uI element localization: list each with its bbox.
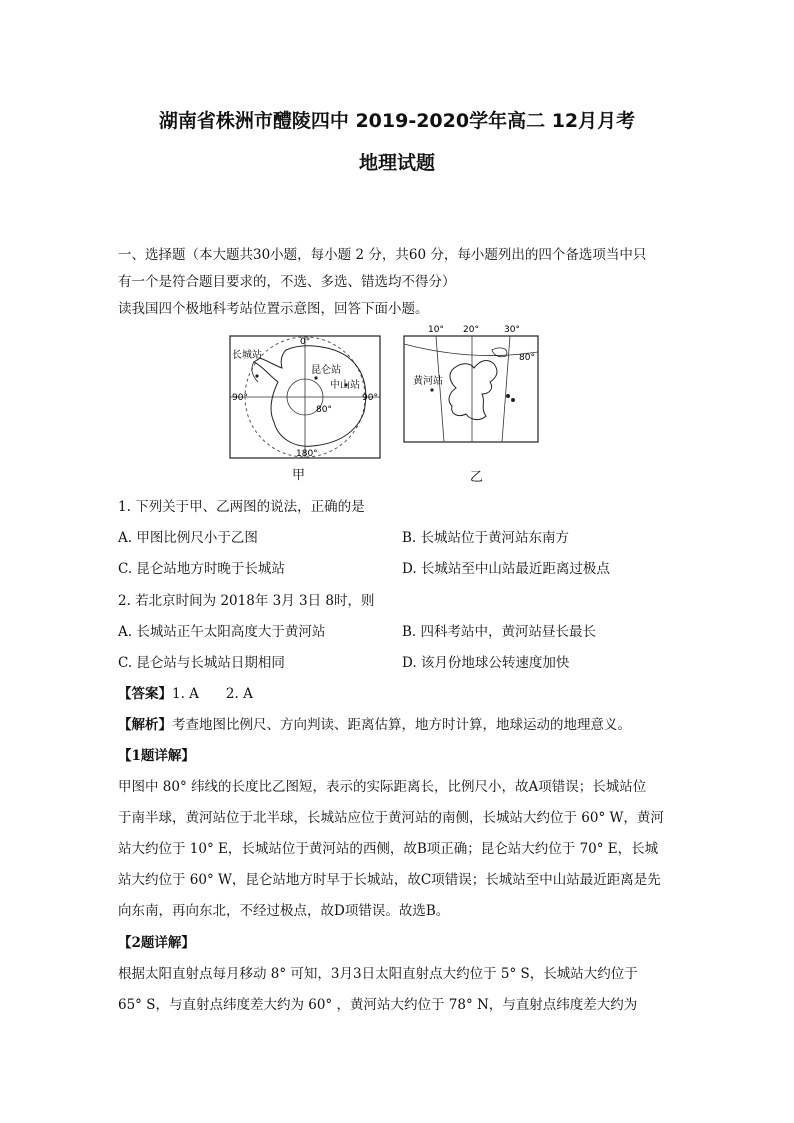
answer-label: 【答案】 <box>118 686 172 702</box>
question-1-stem: 1. 下列关于甲、乙两图的说法，正确的是 <box>118 499 365 515</box>
map-figure <box>224 322 544 487</box>
map-b-svalbard <box>404 325 538 442</box>
q2-option-a: A. 长城站正午太阳高度大于黄河站 <box>118 624 326 640</box>
q2-option-b: B. 四科考站中，黄河站昼长最长 <box>402 624 597 640</box>
detail1-line: 站大约位于 60° W，昆仑站地方时早于长城站，故C项错误；长城站至中山站最近距离是先 <box>118 872 661 888</box>
map-a-antarctica <box>230 336 380 459</box>
answer-line <box>118 685 253 703</box>
q1-option-b: B. 长城站位于黄河站东南方 <box>402 530 570 546</box>
analysis-label: 【解析】 <box>118 717 172 733</box>
label-a-90e: 90° <box>362 393 378 403</box>
detail1-line: 于南半球，黄河站位于北半球，长城站应位于黄河站的南侧，长城站大约位于 60° W，黄河 <box>118 810 664 826</box>
figure-maps <box>224 322 544 491</box>
label-huanghe: 黄河站 <box>413 376 443 387</box>
label-b-30deg: 30° <box>504 325 520 335</box>
q1-option-c: C. 昆仑站地方时晚于长城站 <box>118 561 285 577</box>
q1-option-d: D. 长城站至中山站最近距离过极点 <box>402 561 610 577</box>
q2-option-c: C. 昆仑站与长城站日期相同 <box>118 655 285 671</box>
q1-option-a: A. 甲图比例尺小于乙图 <box>118 530 258 546</box>
answer-text: 1. A 2. A <box>172 686 253 702</box>
detail1-line: 站大约位于 10° E，长城站位于黄河站的西侧，故B项正确；昆仑站大约位于 70° E，长城 <box>118 841 659 857</box>
label-b-80deg: 80° <box>519 353 535 363</box>
label-a-90w: 90° <box>232 393 248 403</box>
q2-option-d: D. 该月份地球公转速度加快 <box>402 655 570 671</box>
label-b-20deg: 20° <box>463 325 479 335</box>
detail2-line: 65° S，与直射点纬度差大约为 60° ，黄河站大约位于 78° N，与直射点纬度差大约为 <box>118 997 638 1013</box>
question-2-stem: 2. 若北京时间为 2018年 3月 3日 8时，则 <box>118 593 375 609</box>
analysis-line <box>118 716 631 734</box>
page-title: 湖南省株洲市醴陵四中 2019-2020学年高二 12月月考 <box>158 110 636 132</box>
detail1-line: 甲图中 80° 纬线的长度比乙图短，表示的实际距离长，比例尺小，故A项错误；长城站位 <box>118 779 647 795</box>
label-a-180deg: 180° <box>296 449 318 459</box>
page-subtitle: 地理试题 <box>358 152 435 174</box>
label-a-0deg: 0° <box>300 337 311 347</box>
label-b-10deg: 10° <box>428 325 444 335</box>
detail1-line: 向东南，再向东北，不经过极点，故D项错误。故选B。 <box>118 903 450 919</box>
analysis-text: 考查地图比例尺、方向判读、距离估算，地方时计算，地球运动的地理意义。 <box>172 717 631 733</box>
label-a-80deg: 80° <box>316 405 332 415</box>
section-heading-line2: 有一个是符合题目要求的，不选、多选、错选均不得分） <box>118 274 456 290</box>
detail2-line: 根据太阳直射点每月移动 8° 可知，3月3日太阳直射点大约位于 5° S，长城站大约位于 <box>118 966 638 982</box>
label-changcheng: 长城站 <box>232 350 262 361</box>
detail1-label: 【1题详解】 <box>118 748 195 764</box>
section-intro: 读我国四个极地科考站位置示意图，回答下面小题。 <box>118 301 429 317</box>
map-a-caption: 甲 <box>292 468 306 483</box>
map-b-caption: 乙 <box>470 470 484 485</box>
detail2-label: 【2题详解】 <box>118 935 195 951</box>
label-zhongshan: 中山站 <box>330 380 360 391</box>
label-kunlun: 昆仑站 <box>311 365 341 376</box>
section-heading-line1: 一、选择题（本大题共30小题，每小题 2 分，共60 分，每小题列出的四个备选项当中只 <box>118 247 647 263</box>
